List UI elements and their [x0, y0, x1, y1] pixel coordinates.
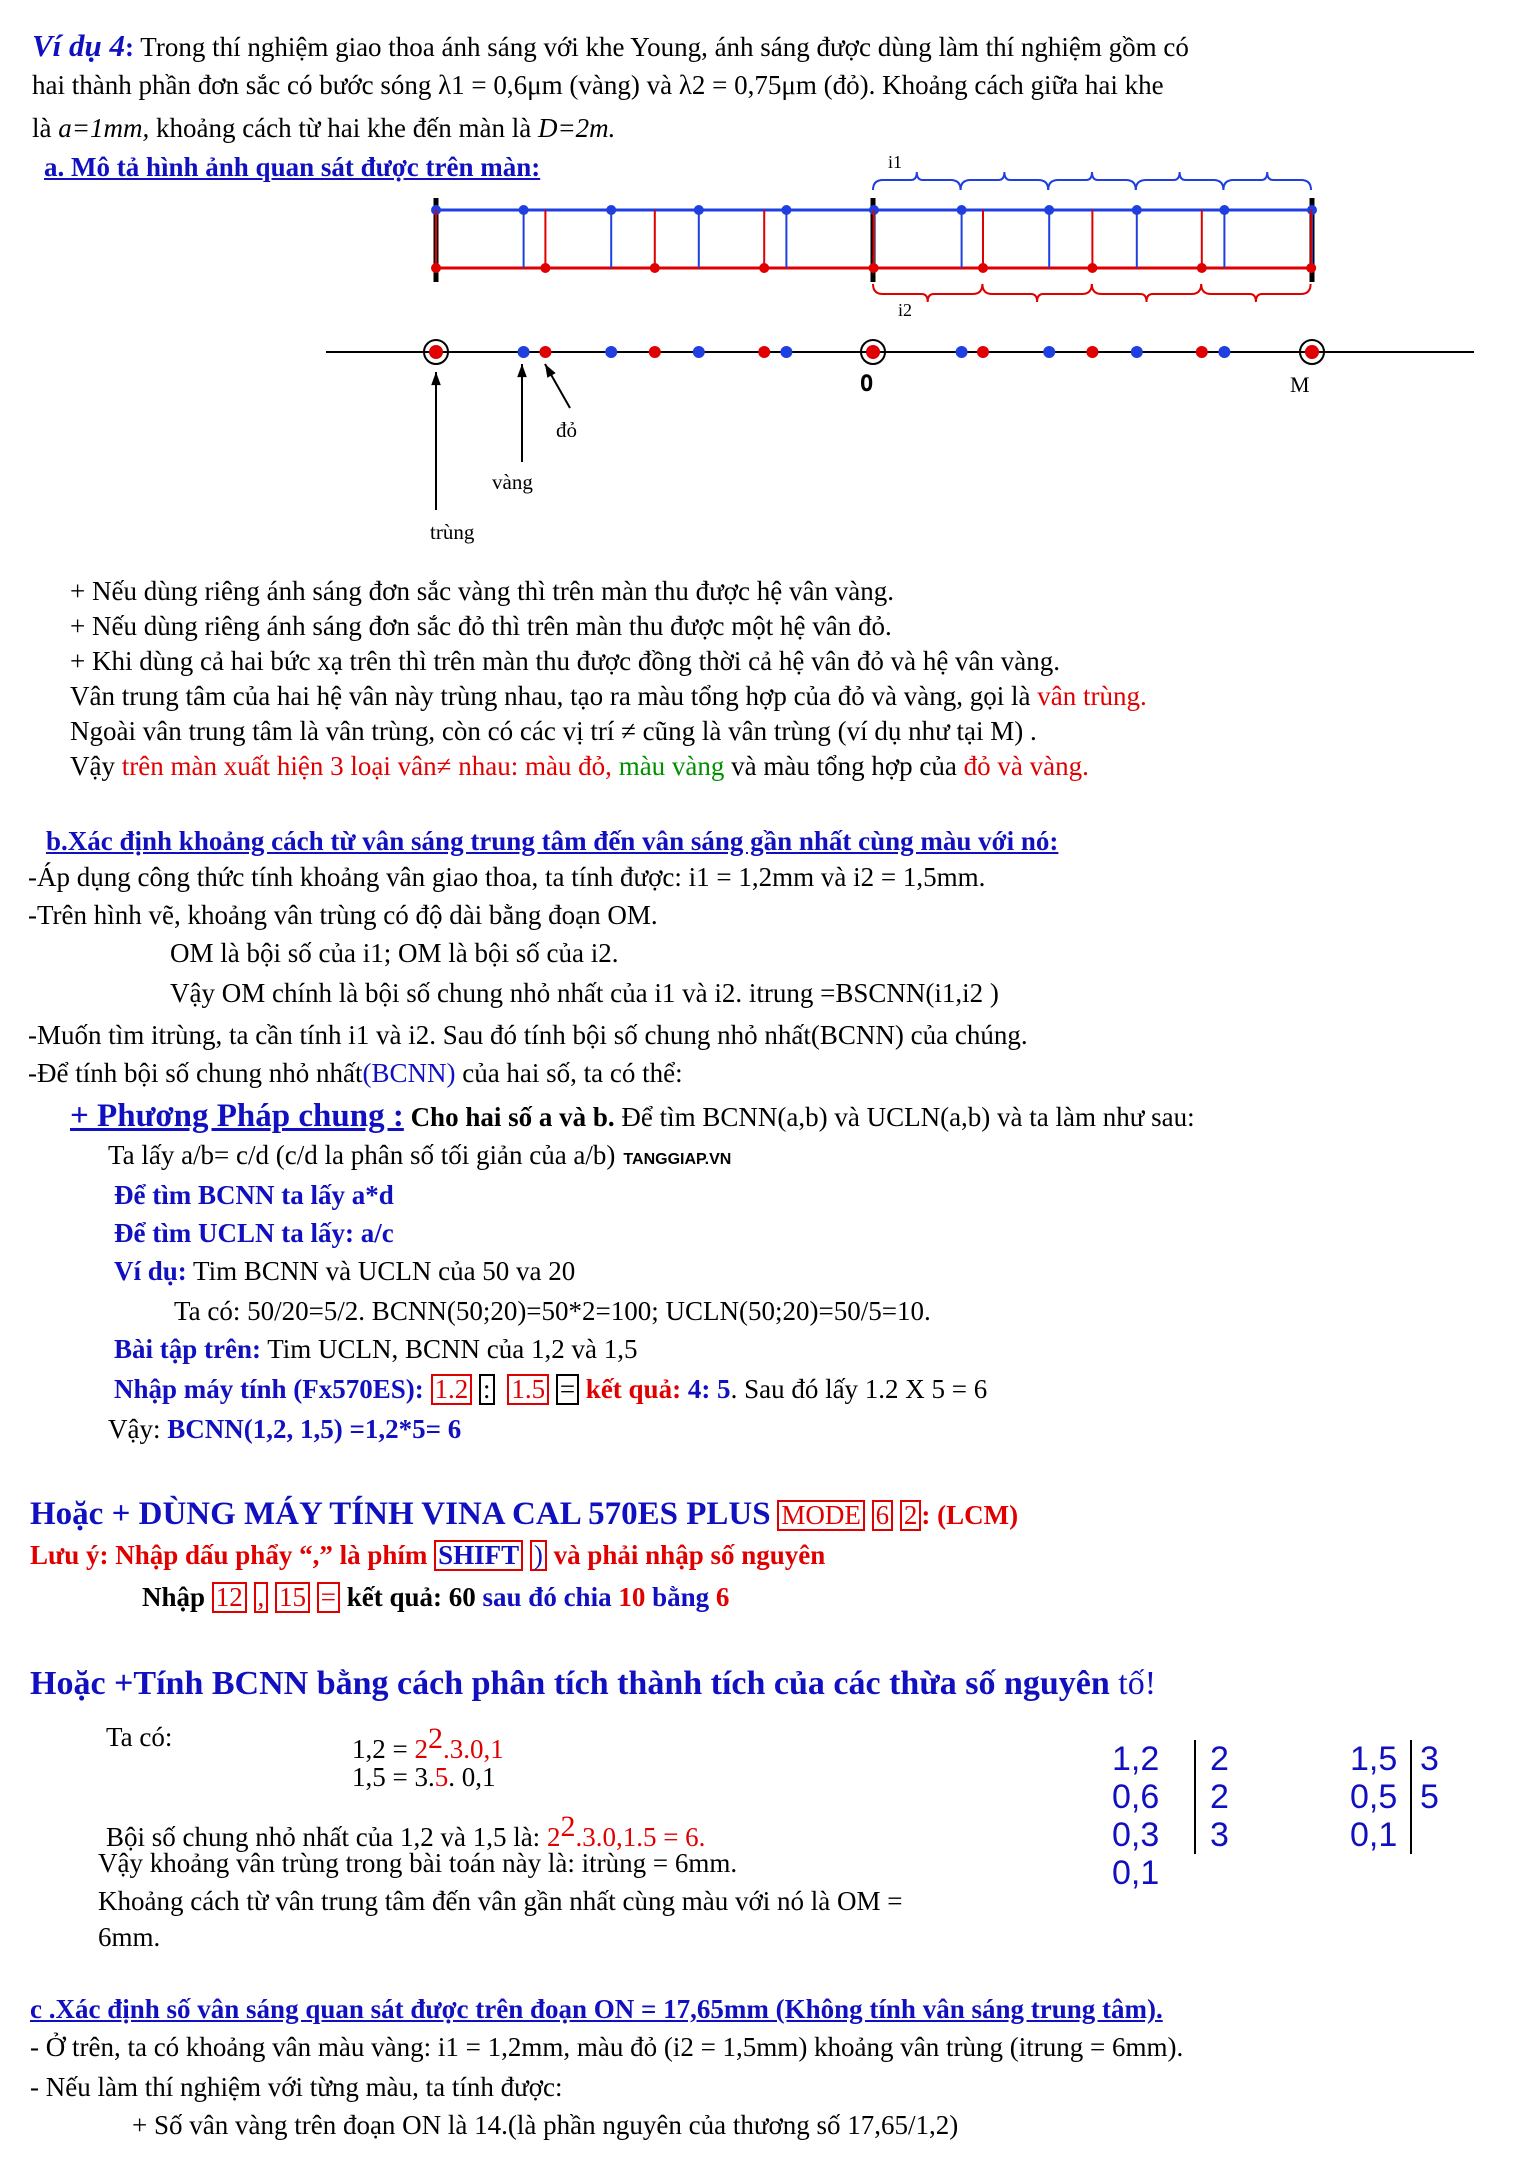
- yellow-dot: [606, 205, 616, 215]
- key-paren: ): [530, 1540, 547, 1571]
- arrow-trung-head: [431, 372, 441, 385]
- conclusion-line: Vậy: BCNN(1,2, 1,5) =1,2*5= 6: [108, 1414, 462, 1444]
- method-ucln: Để tìm UCLN ta lấy: a/c: [114, 1218, 394, 1248]
- brace-i1: [873, 172, 961, 190]
- label-O: O: [860, 372, 874, 397]
- key-equals-2: =: [317, 1582, 340, 1613]
- fringe-diagram: [0, 0, 1521, 560]
- coincidence-dot: [429, 345, 443, 359]
- division-table-1-5: 1,5 0,5 0,1 3 5: [1350, 1740, 1439, 1854]
- yellow-dot: [781, 205, 791, 215]
- axis-yellow-dot: [693, 346, 705, 358]
- example-calc: Ta có: 50/20=5/2. BCNN(50;20)=50*2=100; UCLN(50;20)=50/5=10.: [174, 1296, 931, 1326]
- paragraph-2: Ngoài vân trung tâm là vân trùng, còn có các vị trí ≠ cũng là vân trùng (ví dụ như tại M) .: [70, 716, 1037, 746]
- c-line-2: - Nếu làm thí nghiệm với từng màu, ta tính được:: [30, 2072, 563, 2102]
- factor-row-2: 1,5 = 3.5. 0,1: [352, 1762, 496, 1792]
- red-dot: [650, 263, 660, 273]
- red-dot: [978, 263, 988, 273]
- key-colon: :: [479, 1374, 495, 1405]
- yellow-dot: [1219, 205, 1229, 215]
- red-dot: [431, 263, 441, 273]
- red-dot: [1197, 263, 1207, 273]
- b-line-5: -Muốn tìm itrùng, ta cần tính i1 và i2. Sau đó tính bội số chung nhỏ nhất(BCNN) của chúng.: [28, 1020, 1028, 1050]
- label-i1: i1: [888, 152, 903, 172]
- axis-red-dot: [758, 346, 770, 358]
- key-15: 15: [275, 1582, 310, 1613]
- calc-heading: Hoặc + DÙNG MÁY TÍNH VINA CAL 570ES PLUS MODE 6 2 : (LCM): [30, 1496, 1019, 1532]
- calc-input: Nhập 12 , 15 = kết quả: 60 sau đó chia 10 bằng 6: [142, 1582, 730, 1612]
- red-dot: [1087, 263, 1097, 273]
- label-vang: vàng: [492, 470, 533, 494]
- bullet-3: + Khi dùng cả hai bức xạ trên thì trên màn thu được đồng thời cả hệ vân đỏ và hệ vân vàng.: [70, 646, 1061, 676]
- yellow-dot: [1044, 205, 1054, 215]
- axis-yellow-dot: [605, 346, 617, 358]
- key-12: 12: [212, 1582, 247, 1613]
- c-line-3: + Số vân vàng trên đoạn ON là 14.(là phần nguyên của thương số 17,65/1,2): [132, 2110, 959, 2140]
- factor-row-4: Vậy khoảng vân trùng trong bài toán này là: itrùng = 6mm.: [98, 1848, 738, 1878]
- key-mode: MODE: [777, 1500, 865, 1531]
- paragraph-3: Vậy trên màn xuất hiện 3 loại vân≠ nhau: màu đỏ, màu vàng và màu tổng hợp của đỏ và vàng.: [70, 751, 1089, 781]
- red-dot: [1306, 263, 1316, 273]
- intro-line-1: Ví dụ 4: Trong thí nghiệm giao thoa ánh sáng với khe Young, ánh sáng được dùng làm thí nghiệm gồm có: [32, 28, 1189, 63]
- key-equals: =: [556, 1374, 579, 1405]
- factor-row-6: 6mm.: [98, 1922, 161, 1952]
- factor-row-1: $1,2 = 2^2.3.0,1$: [352, 1722, 504, 1764]
- brace-i2: [1201, 284, 1310, 302]
- intro-line-2: hai thành phần đơn sắc có bước sóng λ1 = 0,6μm (vàng) và λ2 = 0,75μm (đỏ). Khoảng cách giữa hai khe: [32, 70, 1164, 100]
- exercise-line: Bài tập trên: Tim UCLN, BCNN của 1,2 và 1,5: [114, 1334, 638, 1364]
- yellow-dot: [519, 205, 529, 215]
- axis-red-dot: [977, 346, 989, 358]
- b-line-2: -Trên hình vẽ, khoảng vân trùng có độ dài bằng đoạn OM.: [28, 900, 658, 930]
- axis-yellow-dot: [1131, 346, 1143, 358]
- calc-note: Lưu ý: Nhập dấu phẩy “,” là phím SHIFT ) và phải nhập số nguyên: [30, 1540, 826, 1570]
- brace-i1: [1136, 172, 1224, 190]
- section-c-heading: c .Xác định số vân sáng quan sát được trên đoạn ON = 17,65mm (Không tính vân sáng trung tâm).: [30, 1994, 1163, 2024]
- arrow-vang-head: [517, 364, 527, 377]
- axis-yellow-dot: [518, 346, 530, 358]
- coincidence-dot: [1305, 345, 1319, 359]
- method-heading: + Phương Pháp chung : Cho hai số a và b. Để tìm BCNN(a,b) và UCLN(a,b) và ta làm như sau:: [70, 1098, 1195, 1134]
- yellow-dot: [694, 205, 704, 215]
- key-6: 6: [872, 1500, 894, 1531]
- key-2: 2: [900, 1500, 922, 1531]
- brace-i2: [982, 284, 1091, 302]
- section-b-heading: b.Xác định khoảng cách từ vân sáng trung tâm đến vân sáng gần nhất cùng màu với nó:: [46, 826, 1059, 856]
- example-line: Ví dụ: Tim BCNN và UCLN của 50 va 20: [114, 1256, 576, 1286]
- factor-row-5: Khoảng cách từ vân trung tâm đến vân gần nhất cùng màu với nó là OM =: [98, 1886, 903, 1916]
- axis-red-dot: [1086, 346, 1098, 358]
- b-line-1: -Áp dụng công thức tính khoảng vân giao thoa, ta tính được: i1 = 1,2mm và i2 = 1,5mm.: [28, 862, 986, 892]
- method-line-2: Ta lấy a/b= c/d (c/d la phân số tối giản của a/b) TANGGIAP.VN: [108, 1140, 732, 1170]
- method-bcnn: Để tìm BCNN ta lấy a*d: [114, 1180, 394, 1210]
- label-do: đỏ: [556, 418, 577, 442]
- division-table-1-2: 1,2 0,6 0,3 2 2 3 0,1: [1112, 1740, 1229, 1892]
- axis-yellow-dot: [1043, 346, 1055, 358]
- key-1-2: 1.2: [431, 1374, 473, 1405]
- calc-input-line: Nhập máy tính (Fx570ES): 1.2 : 1.5 = kết quả: 4: 5. Sau đó lấy 1.2 X 5 = 6: [114, 1374, 988, 1404]
- label-i2: i2: [898, 300, 913, 320]
- label-trung: trùng: [430, 520, 475, 544]
- key-1-5: 1.5: [507, 1374, 549, 1405]
- intro-line-3: là a=1mm, khoảng cách từ hai khe đến màn là D=2m.: [32, 113, 616, 143]
- arrow-do-head: [545, 364, 556, 378]
- axis-red-dot: [649, 346, 661, 358]
- paragraph-1: Vân trung tâm của hai hệ vân này trùng nhau, tạo ra màu tổng hợp của đỏ và vàng, gọi là vân trùng.: [70, 681, 1147, 711]
- axis-yellow-dot: [780, 346, 792, 358]
- brace-i2: [1092, 284, 1201, 302]
- factor-row-3: Bội số chung nhỏ nhất của 1,2 và 1,5 là: $2^2.3.0,1.5 = 6$.: [106, 1810, 706, 1852]
- brace-i2: [873, 284, 982, 302]
- red-dot: [540, 263, 550, 273]
- brace-i1: [1223, 172, 1311, 190]
- brace-i1: [961, 172, 1049, 190]
- b-line-6: -Để tính bội số chung nhỏ nhất(BCNN) của hai số, ta có thể:: [28, 1058, 683, 1088]
- yellow-dot: [957, 205, 967, 215]
- key-shift: SHIFT: [434, 1540, 523, 1571]
- factor-taco: Ta có:: [106, 1722, 173, 1752]
- axis-yellow-dot: [1218, 346, 1230, 358]
- red-dot: [759, 263, 769, 273]
- bullet-2: + Nếu dùng riêng ánh sáng đơn sắc đỏ thì trên màn thu được một hệ vân đỏ.: [70, 611, 892, 641]
- axis-red-dot: [1196, 346, 1208, 358]
- coincidence-dot: [866, 345, 880, 359]
- watermark: TANGGIAP.VN: [623, 1151, 732, 1168]
- yellow-dot: [1132, 205, 1142, 215]
- factor-heading: Hoặc +Tính BCNN bằng cách phân tích thành tích của các thừa số nguyên tố!: [30, 1665, 1157, 1702]
- label-M: M: [1290, 372, 1310, 397]
- red-dot: [869, 263, 879, 273]
- b-line-4: Vậy OM chính là bội số chung nhỏ nhất của i1 và i2. itrung =BSCNN(i1,i2 ): [170, 978, 999, 1008]
- example-label: Ví dụ 4: [32, 28, 126, 63]
- axis-red-dot: [539, 346, 551, 358]
- b-line-3: OM là bội số của i1; OM là bội số của i2.: [170, 938, 619, 968]
- axis-yellow-dot: [956, 346, 968, 358]
- key-comma: ,: [254, 1582, 269, 1613]
- section-a-heading: a. Mô tả hình ảnh quan sát được trên màn:: [44, 152, 541, 182]
- c-line-1: - Ở trên, ta có khoảng vân màu vàng: i1 = 1,2mm, màu đỏ (i2 = 1,5mm) khoảng vân trùng (itrung = 6mm).: [30, 2032, 1184, 2062]
- brace-i1: [1048, 172, 1136, 190]
- bullet-1: + Nếu dùng riêng ánh sáng đơn sắc vàng thì trên màn thu được hệ vân vàng.: [70, 576, 894, 606]
